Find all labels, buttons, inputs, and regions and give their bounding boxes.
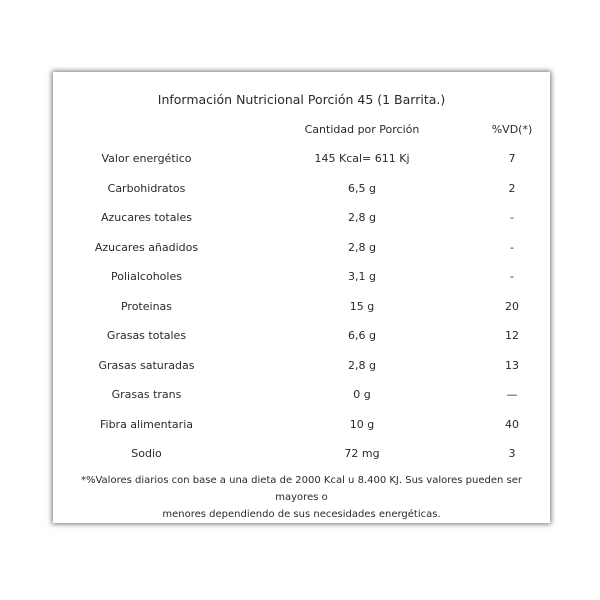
nutrient-amount: 145 Kcal= 611 Kj — [314, 152, 410, 165]
nutrient-daily-value: 40 — [505, 417, 519, 431]
table-row — [53, 270, 550, 286]
nutrient-amount: 15 g — [349, 299, 375, 313]
nutrient-amount: 2,8 g — [348, 211, 376, 224]
amount-column-header: Cantidad por Porción — [304, 123, 420, 136]
nutrient-daily-value: - — [510, 211, 514, 224]
table-row — [53, 241, 550, 257]
nutrient-name: Azucares totales — [101, 211, 192, 224]
table-row — [53, 359, 550, 375]
nutrient-name: Sodio — [131, 447, 162, 460]
nutrient-daily-value: 20 — [505, 299, 519, 313]
footnote-line-1: *%Valores diarios con base a una dieta de 2000 Kcal u 8.400 KJ. Sus valores pueden ser mayores o — [80, 475, 523, 503]
nutrient-name: Proteinas — [120, 299, 173, 313]
table-header — [53, 123, 550, 139]
nutrient-daily-value: 3 — [508, 447, 516, 460]
nutrient-daily-value: - — [510, 270, 514, 283]
nutrient-amount: 10 g — [349, 417, 375, 431]
table-row — [53, 329, 550, 345]
table-row — [53, 300, 550, 316]
table-row — [53, 388, 550, 404]
nutrient-amount: 2,8 g — [348, 240, 376, 254]
nutrient-amount: 3,1 g — [348, 270, 376, 283]
table-row — [53, 152, 550, 168]
nutrient-amount: 72 mg — [344, 447, 380, 460]
nutrient-name: Polialcoholes — [111, 270, 182, 283]
nutrient-daily-value: 2 — [508, 181, 516, 195]
nutrient-name: Azucares añadidos — [94, 240, 199, 254]
footnote — [61, 472, 542, 523]
nutrient-name: Carbohidratos — [107, 181, 186, 195]
nutrient-amount: 6,5 g — [348, 181, 376, 195]
nutrition-title: Información Nutricional Porción 45 (1 Barrita.) — [157, 92, 446, 107]
nutrient-daily-value: 13 — [505, 358, 519, 372]
nutrient-name: Grasas trans — [111, 388, 182, 401]
nutrient-daily-value: - — [510, 240, 514, 254]
nutrient-name: Fibra alimentaria — [99, 417, 193, 431]
nutrient-amount: 6,6 g — [348, 329, 376, 342]
daily-value-column-header: %VD(*) — [491, 123, 533, 136]
footnote-line-2: menores dependiendo de sus necesidades energéticas. — [162, 509, 441, 520]
nutrient-name: Valor energético — [101, 152, 192, 165]
table-row — [53, 418, 550, 434]
table-row — [53, 182, 550, 198]
nutrient-name: Grasas totales — [106, 329, 187, 342]
nutrient-amount: 0 g — [353, 388, 371, 401]
table-row — [53, 211, 550, 227]
nutrient-amount: 2,8 g — [348, 358, 376, 372]
nutrient-daily-value: 12 — [505, 329, 519, 342]
nutrient-daily-value: — — [506, 388, 518, 401]
nutrition-facts-panel — [53, 72, 550, 523]
table-row — [53, 447, 550, 463]
nutrient-name: Grasas saturadas — [98, 358, 195, 372]
nutrient-daily-value: 7 — [508, 152, 516, 165]
